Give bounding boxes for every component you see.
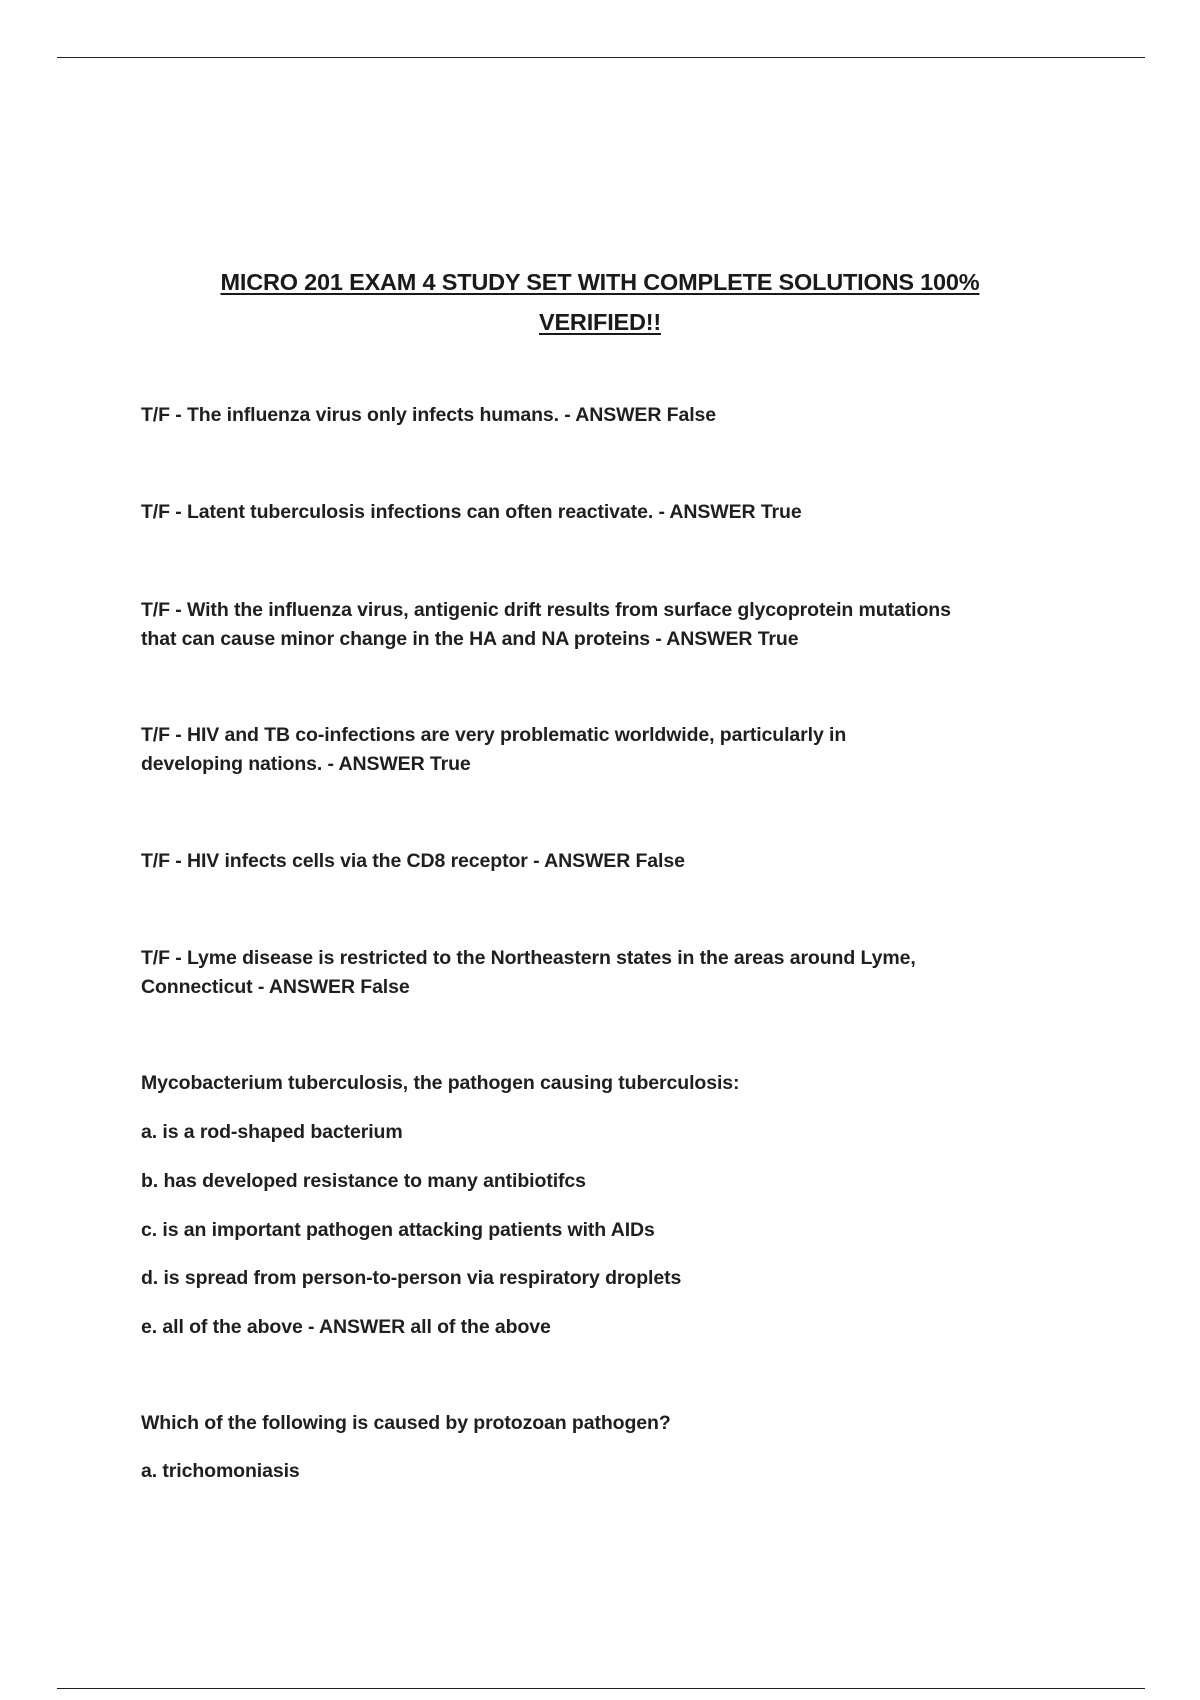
mc-question-2-option-a: a. trichomoniasis xyxy=(141,1460,300,1482)
title-line-2: VERIFIED!! xyxy=(538,309,662,335)
mc-question-1-option-c: c. is an important pathogen attacking patients with AIDs xyxy=(141,1219,655,1241)
tf-item-text: T/F - Latent tuberculosis infections can often reactivate. - ANSWER True xyxy=(141,501,802,523)
tf-item-text: T/F - The influenza virus only infects humans. - ANSWER False xyxy=(141,404,717,426)
tf-item-text-continued: Connecticut - ANSWER False xyxy=(141,975,410,998)
mc-question-1-option-b: b. has developed resistance to many antibiotifcs xyxy=(141,1170,586,1192)
tf-item-text: T/F - Lyme disease is restricted to the Northeastern states in the areas around Lyme, xyxy=(141,947,916,969)
tf-item-1 xyxy=(141,401,1081,430)
mc-question-1-option-e: e. all of the above - ANSWER all of the above xyxy=(141,1316,551,1338)
tf-item-4 xyxy=(141,721,1081,778)
title-line-1: MICRO 201 EXAM 4 STUDY SET WITH COMPLETE SOLUTIONS 100% xyxy=(220,269,980,295)
tf-item-text: T/F - HIV infects cells via the CD8 receptor - ANSWER False xyxy=(141,850,685,872)
mc-question-2-stem: Which of the following is caused by protozoan pathogen? xyxy=(141,1412,671,1434)
tf-item-2 xyxy=(141,498,1081,527)
tf-item-text-continued: that can cause minor change in the HA and NA proteins - ANSWER True xyxy=(141,627,799,650)
mc-question-1-option-d: d. is spread from person-to-person via respiratory droplets xyxy=(141,1267,682,1289)
tf-item-text-continued: developing nations. - ANSWER True xyxy=(141,752,471,775)
tf-item-5 xyxy=(141,847,1081,876)
bottom-rule xyxy=(57,1688,1145,1689)
document-title xyxy=(100,262,1100,342)
tf-item-3 xyxy=(141,596,1081,653)
mc-question-1-stem: Mycobacterium tuberculosis, the pathogen causing tuberculosis: xyxy=(141,1072,740,1094)
tf-item-text: T/F - HIV and TB co-infections are very problematic worldwide, particularly in xyxy=(141,724,847,746)
tf-item-6 xyxy=(141,944,1081,1001)
mc-question-1-option-a: a. is a rod-shaped bacterium xyxy=(141,1121,403,1143)
top-rule xyxy=(57,57,1145,58)
tf-item-text: T/F - With the influenza virus, antigenic drift results from surface glycoprotein mutations xyxy=(141,599,951,621)
